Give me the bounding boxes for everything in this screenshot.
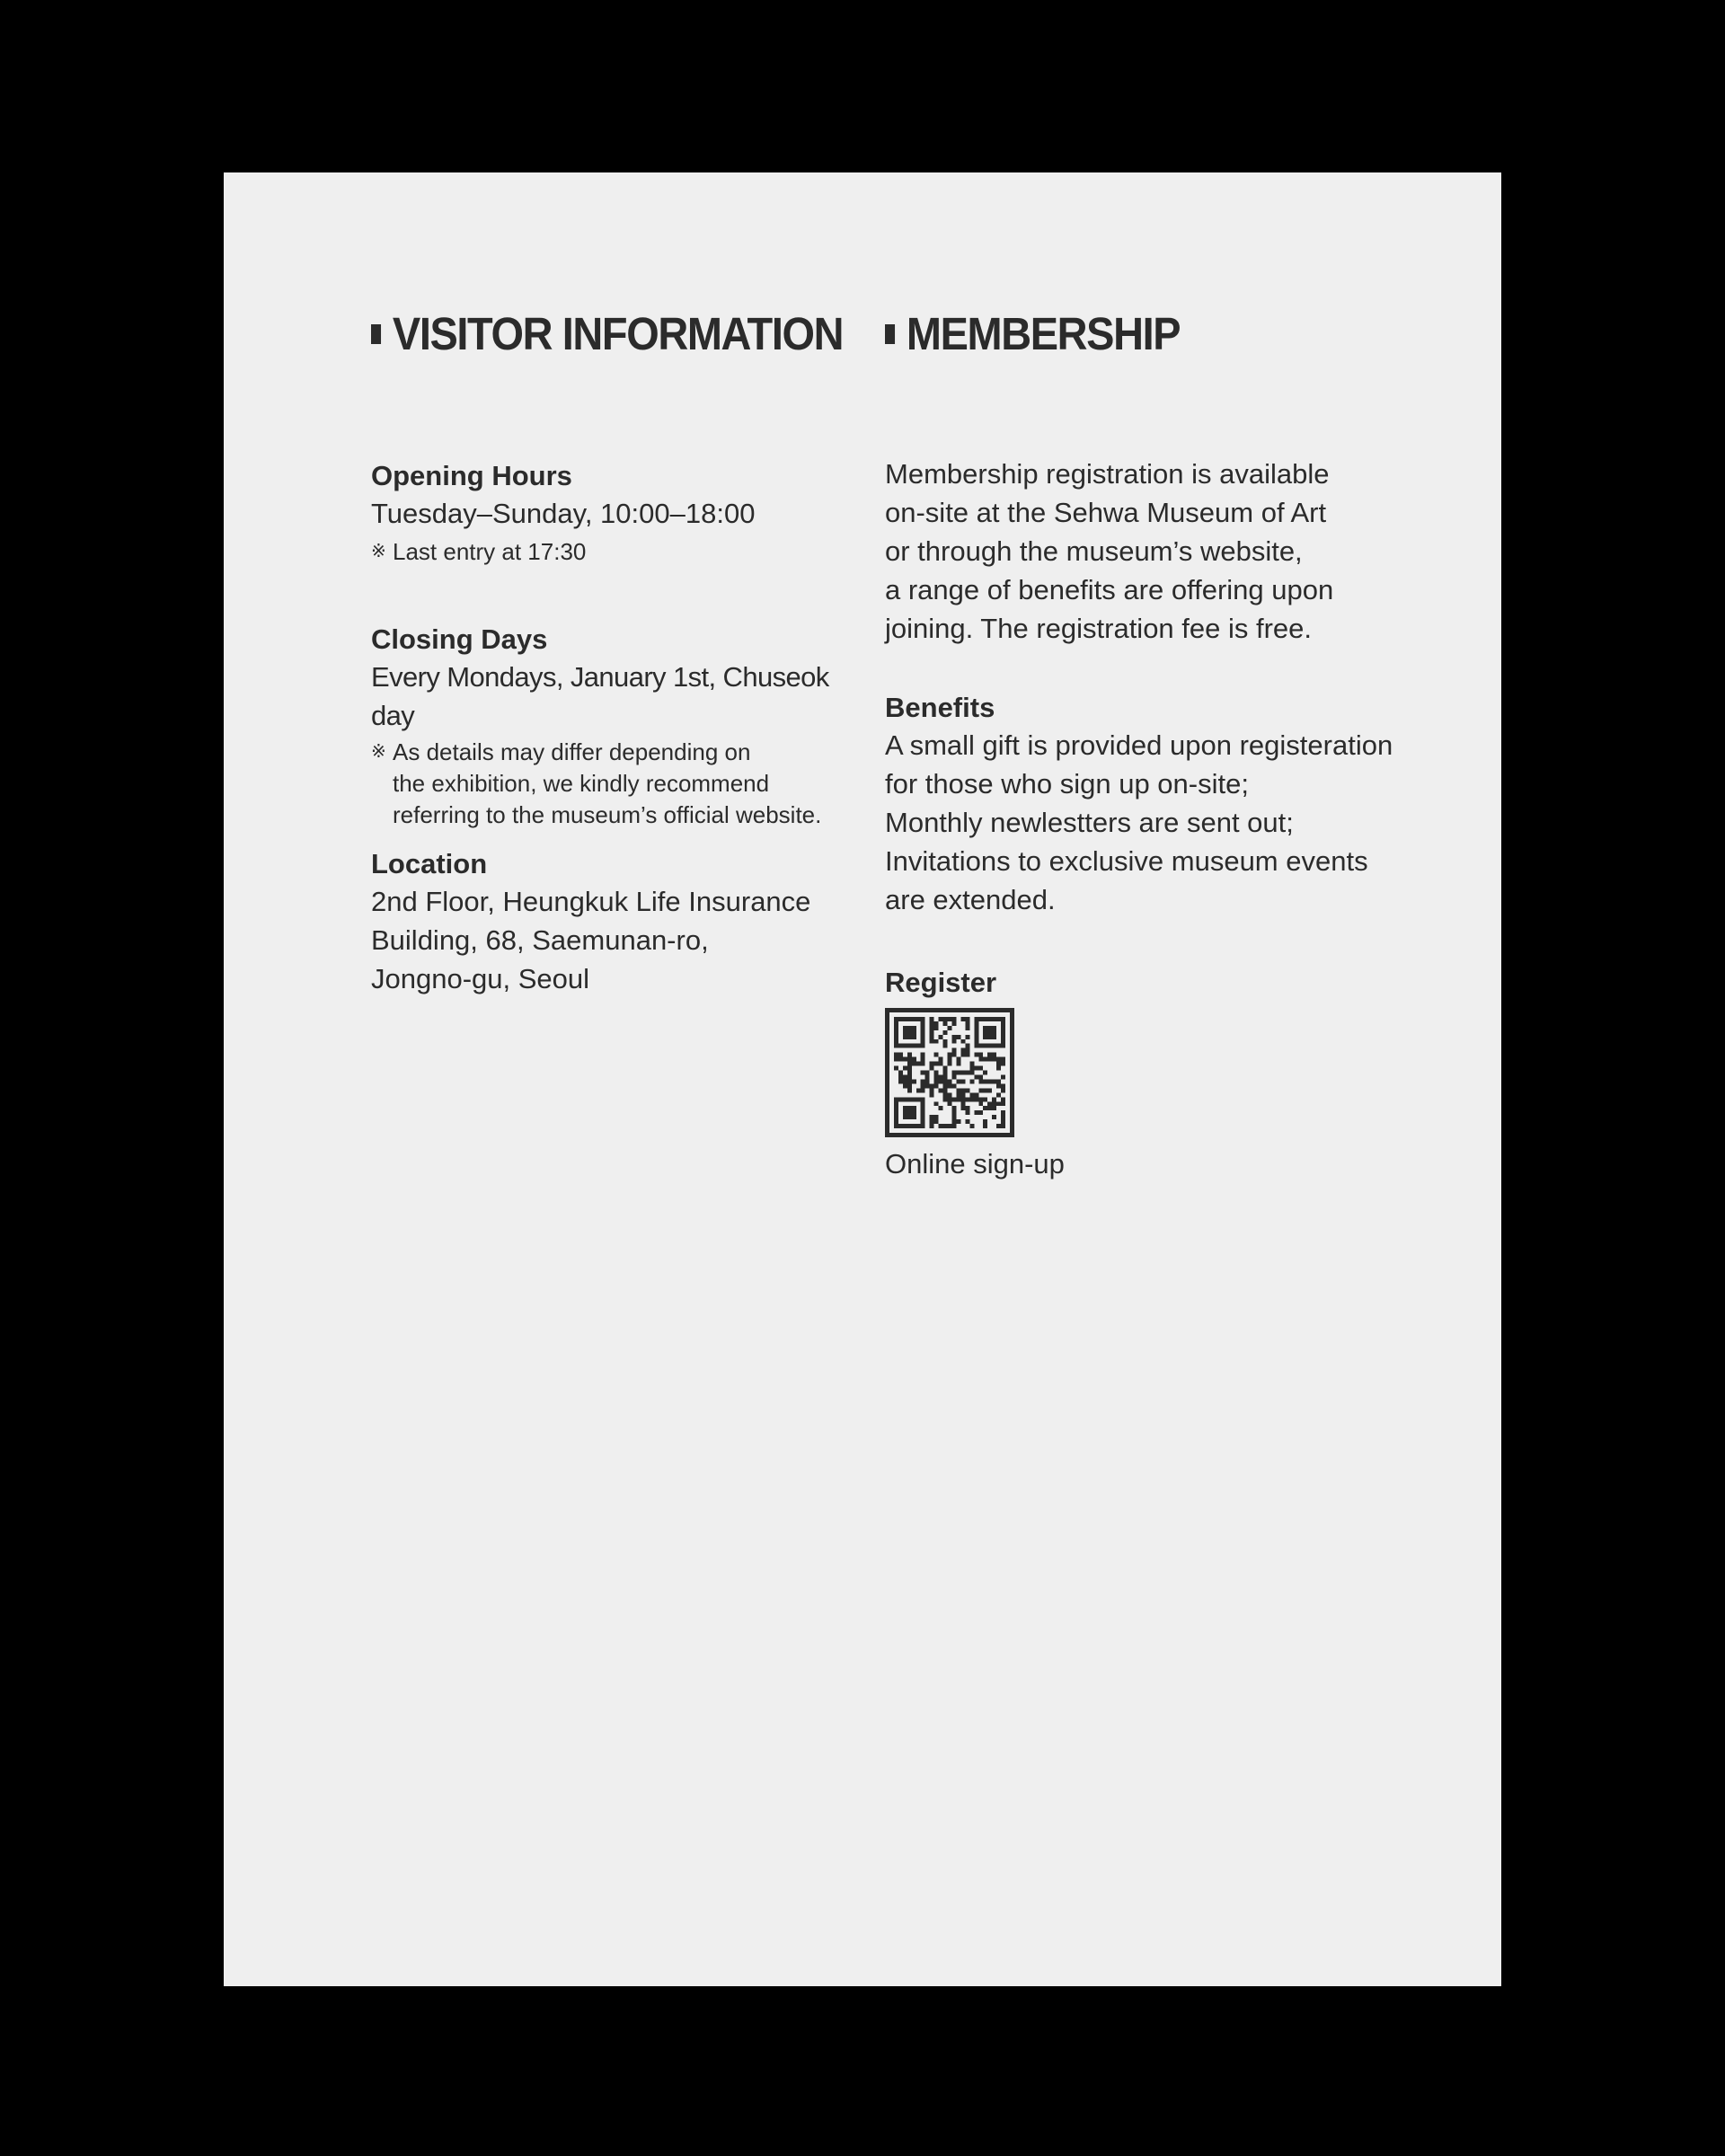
bullet-square-icon bbox=[885, 324, 895, 344]
benefit-line: for those who sign up on-site; bbox=[885, 768, 1249, 800]
benefits-label: Benefits bbox=[885, 692, 995, 723]
last-entry-note: Last entry at 17:30 bbox=[393, 538, 587, 565]
note-line: As details may differ depending on bbox=[393, 738, 751, 765]
intro-line: on-site at the Sehwa Museum of Art bbox=[885, 497, 1327, 528]
benefits-text bbox=[885, 726, 1393, 919]
visitor-information-title: VISITOR INFORMATION bbox=[392, 308, 844, 359]
qr-code-icon[interactable] bbox=[885, 1008, 1014, 1137]
visitor-information-heading bbox=[371, 307, 843, 360]
benefit-line: are extended. bbox=[885, 884, 1056, 915]
location-label: Location bbox=[371, 848, 488, 879]
closing-days-label: Closing Days bbox=[371, 623, 548, 655]
note-line: referring to the museum’s official website. bbox=[393, 801, 822, 828]
bullet-square-icon bbox=[371, 324, 381, 344]
closing-days-note bbox=[371, 737, 874, 831]
closing-days-block bbox=[371, 622, 874, 831]
location-block bbox=[371, 846, 810, 998]
benefit-line: A small gift is provided upon registeration bbox=[885, 729, 1393, 761]
intro-line: a range of benefits are offering upon bbox=[885, 574, 1334, 605]
opening-hours-block bbox=[371, 458, 755, 568]
address-line: Jongno-gu, Seoul bbox=[371, 963, 590, 994]
location-address bbox=[371, 882, 810, 998]
intro-line: joining. The registration fee is free. bbox=[885, 613, 1313, 644]
register-block bbox=[885, 965, 1065, 1183]
membership-title: MEMBERSHIP bbox=[906, 308, 1181, 359]
opening-hours-note bbox=[371, 536, 755, 568]
note-mark-icon: ※ bbox=[371, 742, 386, 762]
benefit-line: Invitations to exclusive museum events bbox=[885, 845, 1368, 877]
membership-intro bbox=[885, 455, 1333, 648]
benefits-block bbox=[885, 690, 1393, 919]
address-line: Building, 68, Saemunan-ro, bbox=[371, 924, 709, 956]
note-mark-icon: ※ bbox=[371, 542, 386, 561]
membership-intro-text bbox=[885, 455, 1333, 648]
closing-days-value: Every Mondays, January 1st, Chuseok day bbox=[371, 661, 829, 731]
membership-heading bbox=[885, 307, 1180, 360]
opening-hours-value: Tuesday–Sunday, 10:00–18:00 bbox=[371, 498, 756, 529]
online-signup-caption: Online sign-up bbox=[885, 1148, 1065, 1180]
note-line: the exhibition, we kindly recommend bbox=[393, 770, 770, 797]
benefit-line: Monthly newlestters are sent out; bbox=[885, 807, 1294, 838]
opening-hours-label: Opening Hours bbox=[371, 460, 572, 491]
closing-days-note-text bbox=[393, 737, 821, 831]
address-line: 2nd Floor, Heungkuk Life Insurance bbox=[371, 886, 811, 917]
document-page bbox=[224, 172, 1501, 1986]
register-label: Register bbox=[885, 967, 997, 998]
intro-line: Membership registration is available bbox=[885, 458, 1330, 490]
intro-line: or through the museum’s website, bbox=[885, 535, 1303, 567]
